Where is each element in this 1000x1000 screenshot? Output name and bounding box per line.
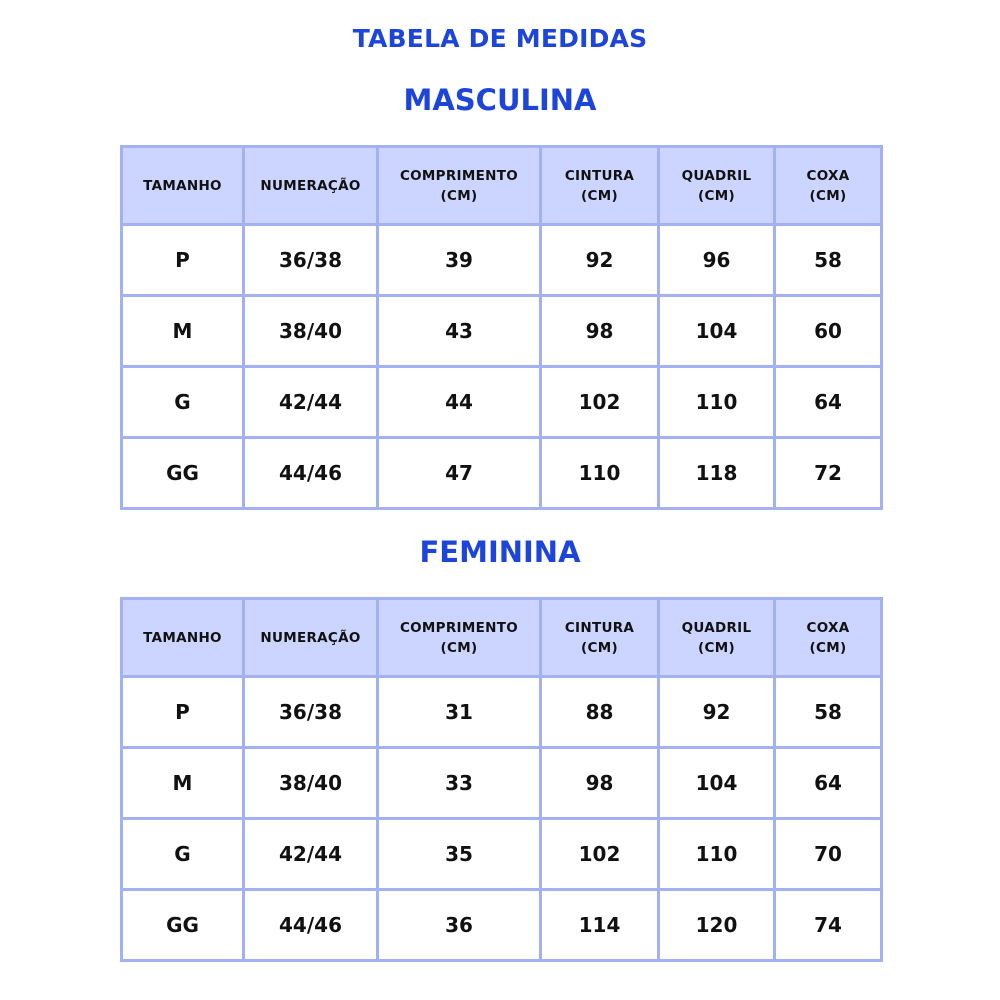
cell-quadril: 118: [659, 438, 775, 509]
table-row: [122, 748, 882, 819]
cell-comprimento: 33: [378, 748, 541, 819]
column-header-quadril: [659, 599, 775, 677]
cell-coxa: 72: [775, 438, 882, 509]
column-header-numeracao: [244, 147, 378, 225]
size-table-masculina: [120, 145, 883, 510]
cell-quadril: 96: [659, 225, 775, 296]
cell-quadril: 110: [659, 367, 775, 438]
column-header-line: QUADRIL: [681, 167, 752, 184]
column-header-line: COXA: [806, 619, 850, 636]
cell-numeracao: 42/44: [244, 367, 378, 438]
column-header-line: NUMERAÇÃO: [260, 177, 361, 194]
cell-comprimento: 31: [378, 677, 541, 748]
cell-cintura: 114: [541, 890, 659, 961]
column-header-line: QUADRIL: [681, 619, 752, 636]
column-header-cintura: [541, 599, 659, 677]
cell-cintura: 88: [541, 677, 659, 748]
cell-numeracao: 36/38: [244, 225, 378, 296]
column-header-line: COMPRIMENTO: [399, 167, 519, 184]
column-header-line: COMPRIMENTO: [399, 619, 519, 636]
table-row: [122, 438, 882, 509]
column-header-tamanho: [122, 147, 244, 225]
column-header-cintura: [541, 147, 659, 225]
cell-quadril: 104: [659, 296, 775, 367]
column-header-line: (CM): [581, 187, 618, 204]
column-header-line: (CM): [809, 187, 847, 204]
cell-coxa: 70: [775, 819, 882, 890]
column-header-line: (CM): [581, 639, 618, 656]
cell-numeracao: 42/44: [244, 819, 378, 890]
column-header-coxa: [775, 599, 882, 677]
cell-cintura: 110: [541, 438, 659, 509]
column-header-line: (CM): [698, 187, 735, 204]
cell-comprimento: 43: [378, 296, 541, 367]
cell-tamanho: P: [122, 225, 244, 296]
cell-quadril: 120: [659, 890, 775, 961]
cell-numeracao: 38/40: [244, 748, 378, 819]
column-header-comprimento: [378, 147, 541, 225]
column-header-numeracao: [244, 599, 378, 677]
cell-quadril: 92: [659, 677, 775, 748]
column-header-comprimento: [378, 599, 541, 677]
table-header-row: [122, 147, 882, 225]
column-header-line: COXA: [806, 167, 850, 184]
cell-coxa: 60: [775, 296, 882, 367]
cell-cintura: 98: [541, 748, 659, 819]
cell-tamanho: GG: [122, 890, 244, 961]
cell-tamanho: M: [122, 748, 244, 819]
table-row: [122, 819, 882, 890]
cell-cintura: 98: [541, 296, 659, 367]
cell-tamanho: GG: [122, 438, 244, 509]
column-header-line: TAMANHO: [143, 629, 222, 646]
cell-comprimento: 35: [378, 819, 541, 890]
cell-tamanho: P: [122, 677, 244, 748]
cell-coxa: 58: [775, 225, 882, 296]
size-table-feminina: [120, 597, 883, 962]
cell-tamanho: M: [122, 296, 244, 367]
cell-numeracao: 44/46: [244, 438, 378, 509]
cell-coxa: 64: [775, 367, 882, 438]
cell-cintura: 102: [541, 819, 659, 890]
cell-tamanho: G: [122, 367, 244, 438]
column-header-quadril: [659, 147, 775, 225]
column-header-line: (CM): [440, 639, 478, 656]
cell-comprimento: 39: [378, 225, 541, 296]
cell-cintura: 102: [541, 367, 659, 438]
table-row: [122, 677, 882, 748]
cell-coxa: 58: [775, 677, 882, 748]
cell-cintura: 92: [541, 225, 659, 296]
cell-quadril: 104: [659, 748, 775, 819]
column-header-line: TAMANHO: [143, 177, 222, 194]
cell-comprimento: 44: [378, 367, 541, 438]
column-header-line: NUMERAÇÃO: [260, 629, 361, 646]
column-header-line: CINTURA: [564, 619, 635, 636]
column-header-line: (CM): [698, 639, 735, 656]
column-header-line: (CM): [809, 639, 847, 656]
table-header-row: [122, 599, 882, 677]
section-title-masculina: MASCULINA: [403, 83, 597, 117]
table-row: [122, 890, 882, 961]
page-title: TABELA DE MEDIDAS: [352, 24, 648, 53]
cell-numeracao: 36/38: [244, 677, 378, 748]
cell-comprimento: 36: [378, 890, 541, 961]
column-header-line: CINTURA: [564, 167, 635, 184]
cell-tamanho: G: [122, 819, 244, 890]
cell-comprimento: 47: [378, 438, 541, 509]
column-header-coxa: [775, 147, 882, 225]
cell-numeracao: 38/40: [244, 296, 378, 367]
column-header-tamanho: [122, 599, 244, 677]
column-header-line: (CM): [440, 187, 478, 204]
section-title-feminina: FEMININA: [419, 535, 581, 569]
cell-coxa: 64: [775, 748, 882, 819]
cell-quadril: 110: [659, 819, 775, 890]
table-row: [122, 367, 882, 438]
table-row: [122, 225, 882, 296]
table-row: [122, 296, 882, 367]
cell-coxa: 74: [775, 890, 882, 961]
cell-numeracao: 44/46: [244, 890, 378, 961]
